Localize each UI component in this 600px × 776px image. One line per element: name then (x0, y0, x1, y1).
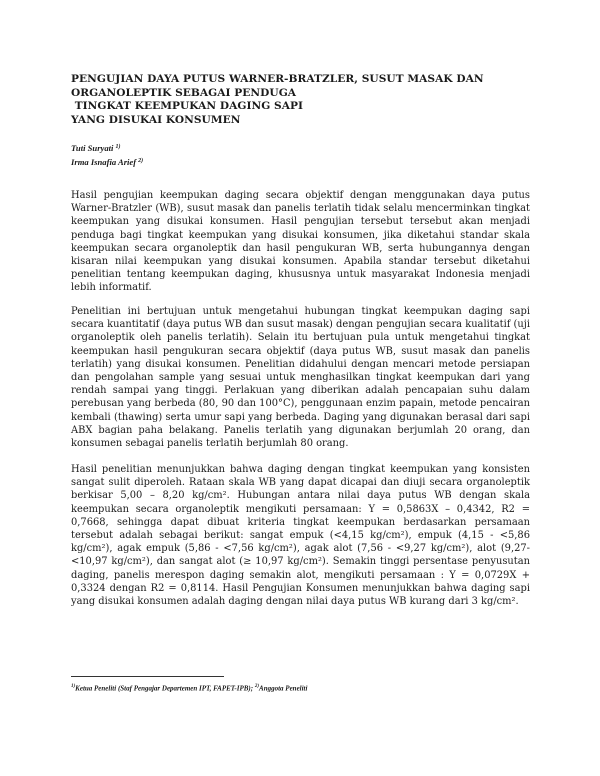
footnote (71, 682, 307, 693)
abstract-paragraph: Hasil pengujian keempukan daging secara objektif dengan menggunakan daya putus Warner-Bratzler (WB), susut masak dan panelis terlatih tidak selalu mencerminkan tingkat keempukan yang disukai konsumen. Hasil pengujian tersebut tersebut akan menjadi penduga bagi tingkat keempukan yang disukai konsumen, jika diketahui standar skala keempukan secara organoleptik dan hasil pengukuran WB, serta hubungannya dengan kisaran nilai keempukan yang disukai konsumen. Apabila standar tersebut diketahui penelitian tentang keempukan daging, khususnya untuk masyarakat Indonesia menjadi lebih informatif. (71, 190, 530, 294)
title-line: PENGUJIAN DAYA PUTUS WARNER-BRATZLER, SUSUT MASAK DAN (71, 73, 484, 85)
title-line: YANG DISUKAI KONSUMEN (71, 113, 241, 126)
title-line: TINGKAT KEEMPUKAN DAGING SAPI (71, 100, 304, 113)
paper-title (71, 73, 541, 127)
footnote-mark: 1) (71, 684, 76, 689)
footnote-text: Ketua Peneliti (Staf Pengajar Departemen IPT, FAPET-IPB); (75, 684, 254, 693)
author-list (71, 141, 143, 168)
footnote-text: Anggota Peneliti (259, 684, 308, 693)
author-mark: 2) (138, 157, 144, 164)
author-name: Irma Isnafia Arief (71, 156, 137, 167)
footnote-mark: 2) (254, 684, 260, 689)
author (71, 155, 143, 169)
author-name: Tuti Suryati (71, 143, 114, 153)
abstract-paragraph: Hasil penelitian menunjukkan bahwa daging dengan tingkat keempukan yang konsisten sangat sulit diperoleh. Rataan skala WB yang dapat dicapai dan diuji secara organoleptik berkisar 5,00 – 8,20 kg/cm². Hubungan antara nilai daya putus WB dengan skala keempukan secara organoleptik mengikuti persamaan: Y = 0,5863X – 0,4342, R2 = 0,7668, sehingga dapat dibuat kriteria tingkat keempukan berdasarkan persamaan tersebut adalah sebagai berikut: sangat empuk (<4,15 kg/cm²), empuk (4,15 - <5,86 kg/cm²), agak empuk (5,86 - <7,56 kg/cm²), agak alot (7,56 - <9,27 kg/cm²), alot (9,27-<10,97 kg/cm²), dan sangat alot (≥ 10,97 kg/cm²). Semakin tinggi persentase penyusutan daging, panelis merespon daging semakin alot, mengikuti persamaan : Y = 0,0729X + 0,3324 dengan R2 = 0,8114. Hasil Pengujian Konsumen menunjukkan bahwa daging sapi yang disukai konsumen adalah daging dengan nilai daya putus WB kurang dari 3 kg/cm². (71, 464, 530, 608)
abstract-paragraph: Penelitian ini bertujuan untuk mengetahui hubungan tingkat keempukan daging sapi secara kuantitatif (daya putus WB dan susut masak) dengan pengujian secara kualitatif (uji organoleptik oleh panelis terlatih). Selain itu bertujuan pula untuk mengetahui tingkat keempukan hasil pengukuran secara objektif (daya putus WB, susut masak dan panelis terlatih) yang disukai konsumen. Penelitian didahului dengan mencari metode persiapan dan pengolahan sample yang sesuai untuk menghasilkan tingkat keempukan dari yang rendah sampai yang tinggi. Perlakuan yang diberikan adalah pencapaian suhu dalam perebusan yang berbeda (80, 90 dan 100°C), penggunaan enzim papain, metode pencairan kembali (thawing) serta umur sapi yang berbeda. Daging yang digunakan berasal dari sapi ABX bagian paha belakang. Panelis terlatih yang digunakan berjumlah 20 orang, dan konsumen sebagai panelis terlatih berjumlah 80 orang. (71, 306, 530, 450)
author (71, 141, 143, 155)
footnote-divider (71, 676, 224, 677)
title-line: ORGANOLEPTIK SEBAGAI PENDUGA (71, 86, 297, 99)
author-mark: 1) (115, 144, 121, 150)
